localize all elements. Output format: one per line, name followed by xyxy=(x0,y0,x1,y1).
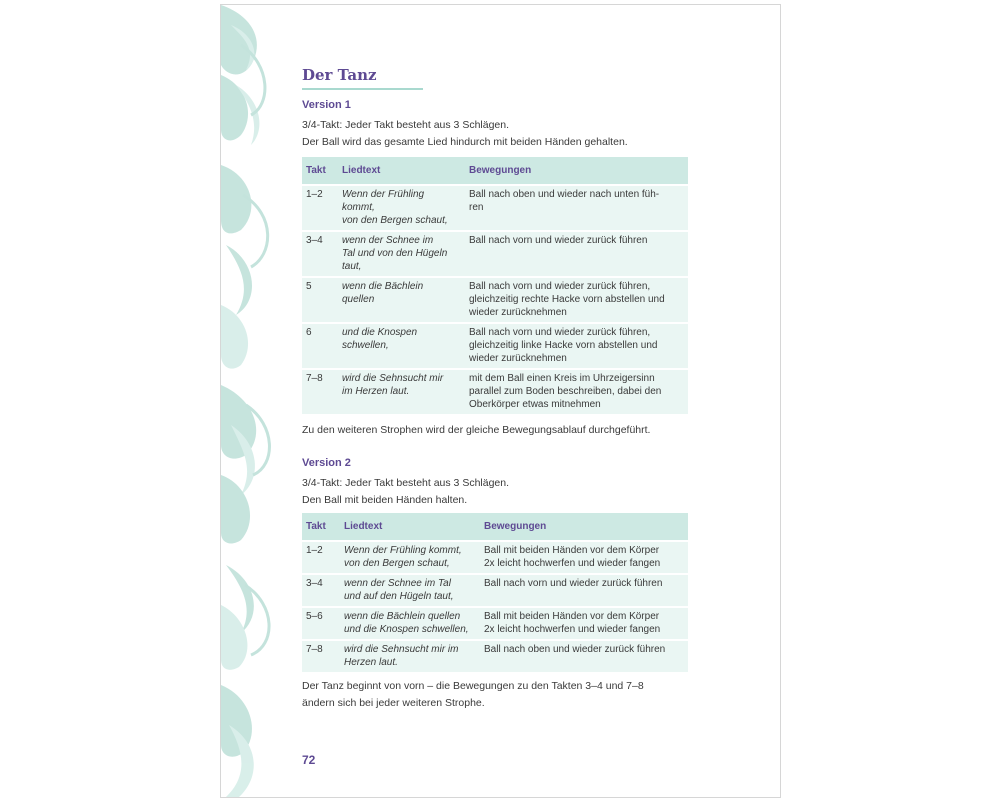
takt-cell: 1–2 xyxy=(302,185,338,231)
header-liedtext: Liedtext xyxy=(338,157,465,185)
table-row xyxy=(302,323,688,369)
lyric-cell: wird die Sehnsucht mir im Herzen laut. xyxy=(340,640,480,672)
movement-cell: Ball mit beiden Händen vor dem Körper 2x leicht hochwerfen und wieder fangen xyxy=(480,541,688,574)
header-takt: Takt xyxy=(302,513,340,541)
version1-table xyxy=(302,157,688,414)
table-row xyxy=(302,541,688,574)
table-row xyxy=(302,574,688,607)
table-row xyxy=(302,231,688,277)
movement-cell: Ball nach oben und wieder zurück führen xyxy=(480,640,688,672)
lyric-cell: wenn der Schnee im Tal und von den Hügeln taut, xyxy=(338,231,465,277)
lyric-cell: wenn der Schnee im Tal und auf den Hügeln taut, xyxy=(340,574,480,607)
movement-cell: Ball mit beiden Händen vor dem Körper 2x leicht hochwerfen und wieder fangen xyxy=(480,607,688,640)
header-bewegungen: Bewegungen xyxy=(465,157,688,185)
table-row xyxy=(302,185,688,231)
takt-cell: 3–4 xyxy=(302,231,338,277)
takt-cell: 1–2 xyxy=(302,541,340,574)
lyric-cell: Wenn der Frühling kommt, von den Bergen schaut, xyxy=(338,185,465,231)
lyric-cell: wenn die Bächlein quellen xyxy=(338,277,465,323)
movement-cell: Ball nach vorn und wieder zurück führen, gleichzeitig linke Hacke vorn abstellen und wieder zurücknehmen xyxy=(465,323,688,369)
lyric-cell: wenn die Bächlein quellen und die Knospen schwellen, xyxy=(340,607,480,640)
version1-line1: 3/4-Takt: Jeder Takt besteht aus 3 Schlägen. xyxy=(302,119,510,131)
version2-note-line2: ändern sich bei jeder weiteren Strophe. xyxy=(302,697,485,709)
table-row xyxy=(302,607,688,640)
table-row xyxy=(302,369,688,414)
takt-cell: 5 xyxy=(302,277,338,323)
movement-cell: Ball nach vorn und wieder zurück führen, gleichzeitig rechte Hacke vorn abstellen und wieder zurücknehmen xyxy=(465,277,688,323)
lyric-cell: wird die Sehnsucht mir im Herzen laut. xyxy=(338,369,465,414)
book-page xyxy=(220,4,781,798)
version1-line2: Der Ball wird das gesamte Lied hindurch mit beiden Händen gehalten. xyxy=(302,136,628,148)
page-title: Der Tanz xyxy=(302,66,377,84)
lyric-cell: und die Knospen schwellen, xyxy=(338,323,465,369)
header-takt: Takt xyxy=(302,157,338,185)
takt-cell: 5–6 xyxy=(302,607,340,640)
takt-cell: 6 xyxy=(302,323,338,369)
table-header-row xyxy=(302,157,688,185)
table-row xyxy=(302,640,688,672)
lyric-cell: Wenn der Frühling kommt, von den Bergen schaut, xyxy=(340,541,480,574)
version2-line1: 3/4-Takt: Jeder Takt besteht aus 3 Schlägen. xyxy=(302,477,510,489)
movement-cell: mit dem Ball einen Kreis im Uhrzeigersinn parallel zum Boden beschreiben, dabei den Oberkörper etwas mitnehmen xyxy=(465,369,688,414)
version1-note: Zu den weiteren Strophen wird der gleiche Bewegungsablauf durchgeführt. xyxy=(302,424,651,436)
title-underline xyxy=(302,88,423,90)
table-header-row xyxy=(302,513,688,541)
movement-cell: Ball nach vorn und wieder zurück führen xyxy=(465,231,688,277)
page-number: 72 xyxy=(302,753,316,767)
version2-line2: Den Ball mit beiden Händen halten. xyxy=(302,494,468,506)
header-liedtext: Liedtext xyxy=(340,513,480,541)
header-bewegungen: Bewegungen xyxy=(480,513,688,541)
takt-cell: 3–4 xyxy=(302,574,340,607)
version2-table xyxy=(302,513,688,672)
version1-heading: Version 1 xyxy=(302,99,351,111)
movement-cell: Ball nach oben und wieder nach unten füh- ren xyxy=(465,185,688,231)
takt-cell: 7–8 xyxy=(302,640,340,672)
table-row xyxy=(302,277,688,323)
version2-heading: Version 2 xyxy=(302,457,351,469)
movement-cell: Ball nach vorn und wieder zurück führen xyxy=(480,574,688,607)
version2-note-line1: Der Tanz beginnt von vorn – die Bewegungen zu den Takten 3–4 und 7–8 xyxy=(302,680,644,692)
takt-cell: 7–8 xyxy=(302,369,338,414)
floral-ornament xyxy=(221,5,291,797)
